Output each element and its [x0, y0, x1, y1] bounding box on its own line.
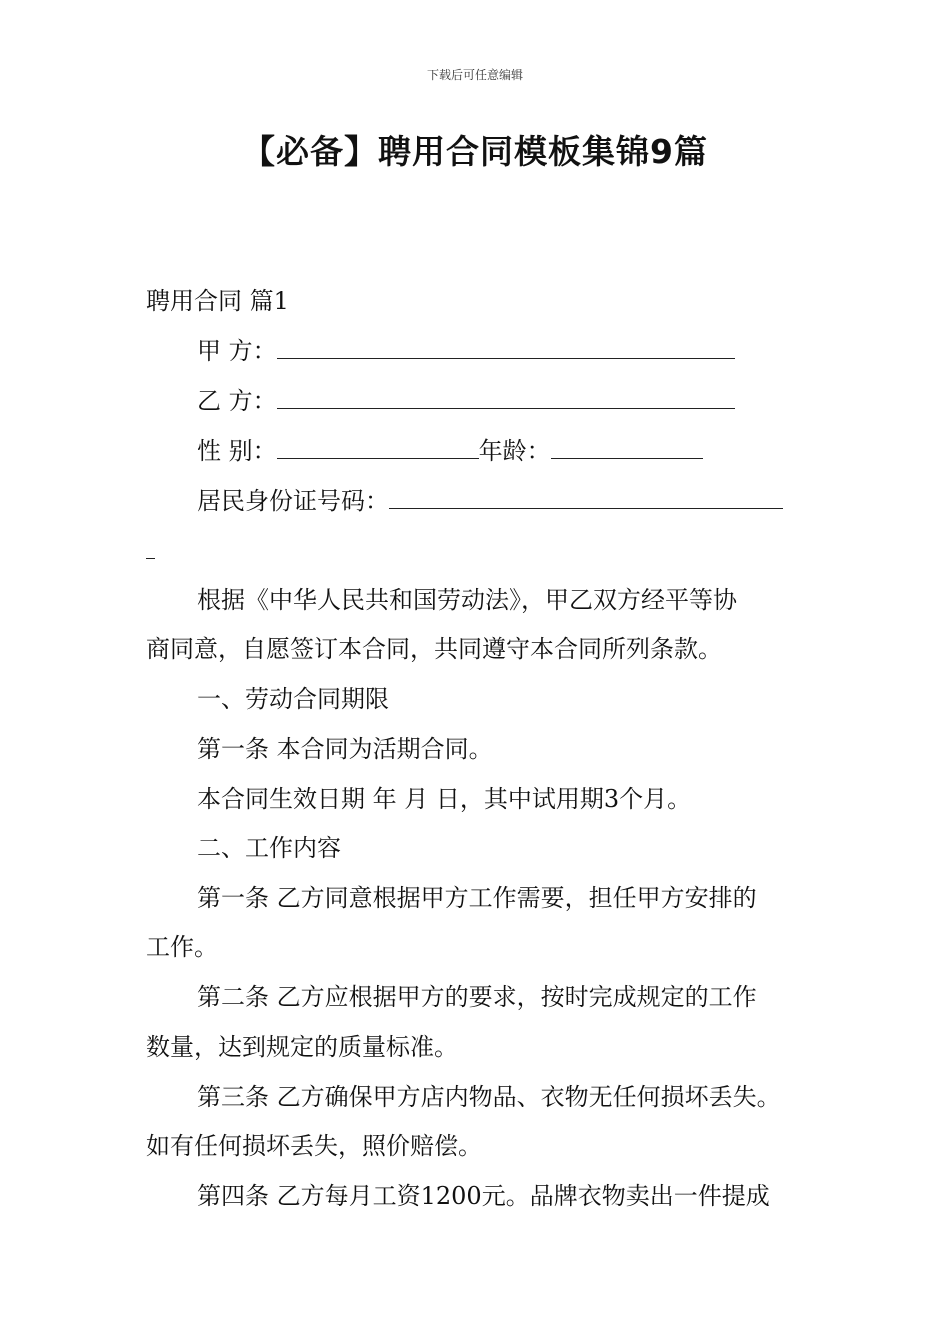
- id-number-row: [197, 486, 783, 516]
- body-paragraph-line: 第二条 乙方应根据甲方的要求，按时完成规定的工作: [197, 983, 757, 1011]
- section-heading: 聘用合同 篇1: [146, 287, 289, 315]
- section-heading-work: 二、工作内容: [197, 834, 341, 862]
- header-note: 下载后可任意编辑: [426, 68, 523, 82]
- gender-blank: [277, 440, 479, 459]
- party-b-row: [197, 386, 735, 416]
- id-number-label: 居民身份证号码：: [197, 487, 389, 515]
- party-b-label: 乙 方：: [197, 387, 277, 415]
- body-paragraph-line: 工作。: [146, 933, 218, 961]
- age-blank: [551, 440, 703, 459]
- body-paragraph-line: 本合同生效日期 年 月 日，其中试用期3个月。: [197, 785, 692, 813]
- body-paragraph-line: 根据《中华人民共和国劳动法》，甲乙双方经平等协: [197, 586, 737, 614]
- party-a-blank: [277, 340, 735, 359]
- body-paragraph-line: 第一条 本合同为活期合同。: [197, 735, 493, 763]
- body-paragraph-line: 如有任何损坏丢失，照价赔偿。: [146, 1132, 482, 1160]
- body-paragraph-line: 数量，达到规定的质量标准。: [146, 1033, 458, 1061]
- id-number-blank-continuation: [146, 558, 155, 559]
- gender-label: 性 别：: [197, 437, 277, 465]
- party-a-row: [197, 336, 735, 366]
- body-paragraph-line: 第三条 乙方确保甲方店内物品、衣物无任何损坏丢失。: [197, 1083, 781, 1111]
- gender-age-row: [197, 436, 703, 466]
- age-label: 年龄：: [478, 437, 551, 465]
- body-paragraph-line: 第一条 乙方同意根据甲方工作需要，担任甲方安排的: [197, 884, 757, 912]
- document-title: 【必备】聘用合同模板集锦9篇: [242, 132, 708, 171]
- party-a-label: 甲 方：: [197, 337, 277, 365]
- party-b-blank: [277, 390, 735, 409]
- id-number-blank: [389, 490, 783, 509]
- body-paragraph-line: 第四条 乙方每月工资1200元。品牌衣物卖出一件提成: [197, 1182, 770, 1210]
- section-heading-term: 一、劳动合同期限: [197, 685, 389, 713]
- body-paragraph-line: 商同意，自愿签订本合同，共同遵守本合同所列条款。: [146, 635, 722, 663]
